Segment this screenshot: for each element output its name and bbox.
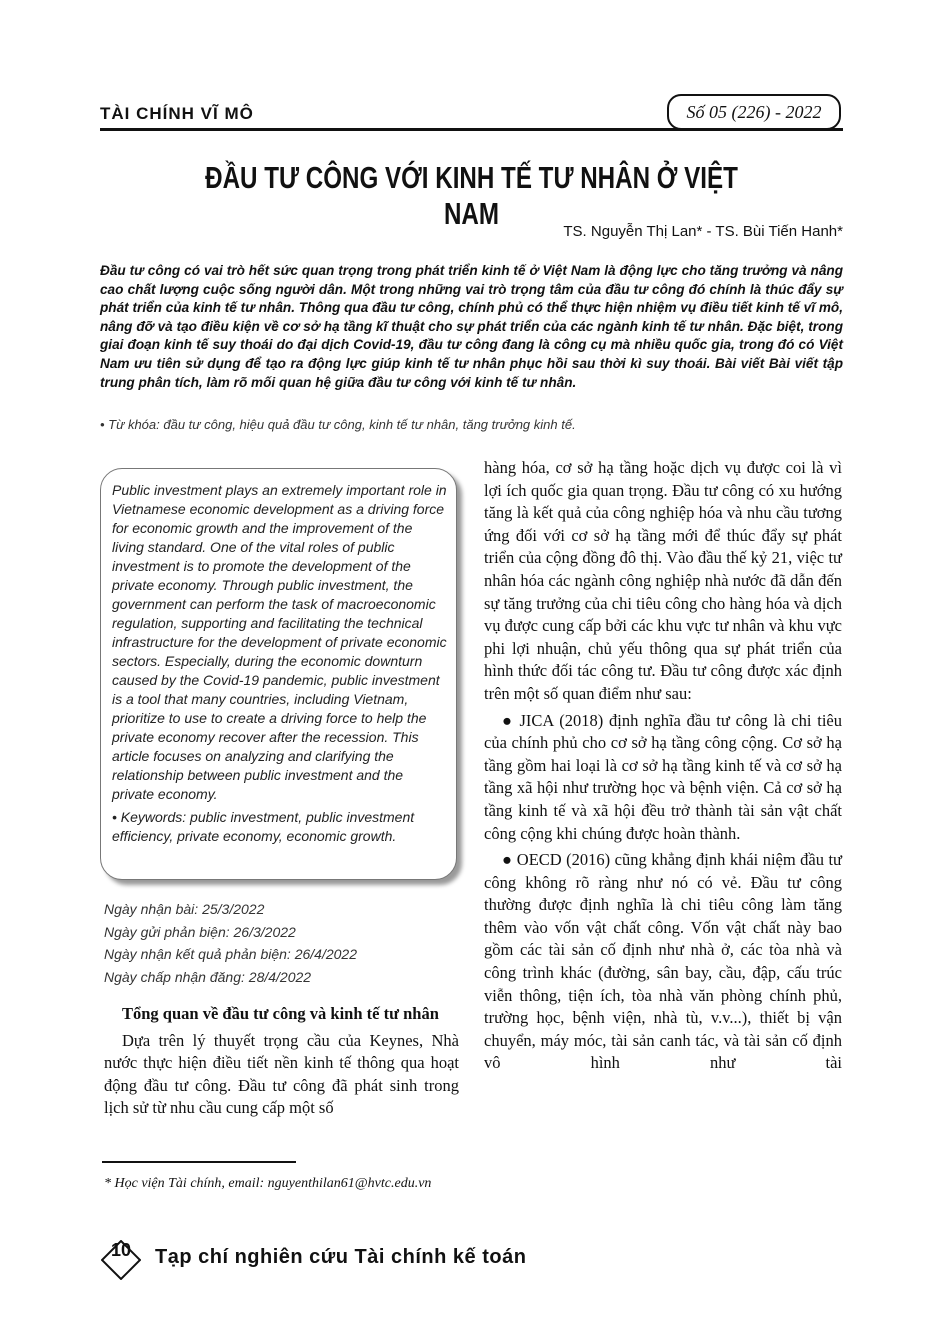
abstract-vi: Đầu tư công có vai trò hết sức quan trọng trong phát triển kinh tế ở Việt Nam là động lực cho tăng trưởng và nâng cao chất lượng cuộc sống người dân. Một trong những vai trò trọng tâm của đầu tư công đó chính là thúc đẩy sự phát triển của kinh tế tư nhân. Thông qua đầu tư công, chính phủ có thể thực hiện nhiệm vụ điều tiết kinh tế vĩ mô, nâng đỡ và tạo điều kiện về cơ sở hạ tầng kĩ thuật cho sự phát triển của các ngành kinh tế tư nhân. Đặc biệt, trong giai đoạn kinh tế suy thoái do đại dịch Covid-19, đầu tư công đang là công cụ mà nhiều quốc gia, trong đó có Việt Nam ưu tiên sử dụng để tạo ra động lực giúp kinh tế tư nhân phục hồi sau thời kì suy thoái. Bài viết Bài viết tập trung phân tích, làm rõ mối quan hệ giữa đầu tư công với kinh tế tư nhân.	[100, 263, 843, 390]
journal-name: Tạp chí nghiên cứu Tài chính kế toán	[155, 1246, 527, 1268]
left-column	[104, 1003, 459, 1124]
keywords-vi: • Từ khóa: đầu tư công, hiệu quả đầu tư công, kinh tế tư nhân, tăng trưởng kinh tế.	[100, 417, 576, 432]
body-paragraph-jica: ● JICA (2018) định nghĩa đầu tư công là chi tiêu của chính phủ cho cơ sở hạ tầng công cộng. Cơ sở hạ tầng gồm hai loại là cơ sở hạ tầng kinh tế và cơ sở hạ tầng xã hội như trường học và bệnh viện. Cả cơ sở hạ tầng kinh tế và xã hội đều trở thành tài sản vật chất công cộng khi chúng được hoàn thành.	[484, 710, 842, 843]
body-paragraph: hàng hóa, cơ sở hạ tầng hoặc dịch vụ được coi là vì lợi ích quốc gia quan trọng. Đầu tư công có xu hướng tăng là kết quả của công nghiệp hóa và nhu cầu tương ứng đối với cơ sở hạ tầng mới để thúc đẩy sự phát triển của cộng đồng đô thị. Vào đầu thế kỷ 21, việc tư nhân hóa các ngành công nghiệp nhà nước đã dẫn đến sự tăng trưởng của chi tiêu công cho hàng hóa và dịch vụ được cung cấp bởi các khu vực tư nhân và khu vực phi lợi nhuận, chủ yếu thông qua sự phát triển của hình thức đối tác công tư. Đầu tư công được xác định trên một số quan điểm như sau:	[484, 458, 842, 703]
submission-dates	[104, 898, 357, 988]
date-review-result: Ngày nhận kết quả phản biện: 26/4/2022	[104, 946, 357, 962]
page-number: 10	[110, 1240, 132, 1260]
date-review-sent: Ngày gửi phản biện: 26/3/2022	[104, 923, 296, 940]
body-paragraph-oecd: ● OECD (2016) cũng khẳng định khái niệm đầu tư công không rõ ràng như nó có vẻ. Đầu tư công thường được định nghĩa là chi tiêu công làm tăng thêm vào vốn vật chất công. Vốn vật chất này bao gồm các tài sản cố định như nhà ở, các tòa nhà và công trình khác (đường, sân bay, cầu, đập, cấu trúc viễn thông, tiện ích, tòa nhà văn phòng chính phủ, trường học, bệnh viện, nhà tù, v.v...), thiết bị vận chuyển, máy móc, tài sản canh tác, và tài sản cố định vô hình như tài	[484, 850, 842, 1073]
header-divider	[100, 128, 843, 131]
footnote-divider	[102, 1161, 296, 1163]
section-label: TÀI CHÍNH VĨ MÔ	[100, 104, 254, 123]
abstract-en: Public investment plays an extremely important role in Vietnamese economic development as a driving force for economic growth and the improvement of the living standard. One of the vital roles of public investment is to promote the development of the private economy. Through public investment, the government can perform the task of macroeconomic regulation, supporting and facilitating the technical infrastructure for the development of private economic sectors. Especially, during the economic downturn caused by the Covid-19 pandemic, public investment is a tool that many countries, including Vietnam, prioritize to use to create a driving force to help the private economy recover after the recession. This article focuses on analyzing and clarifying the relationship between public investment and the private economy.	[112, 482, 447, 802]
right-column	[484, 457, 842, 1079]
article-title: ĐẦU TƯ CÔNG VỚI KINH TẾ TƯ NHÂN Ở VIỆT NAM	[205, 160, 738, 231]
footnote: * Học viện Tài chính, email: nguyenthilan61@hvtc.edu.vn	[104, 1176, 432, 1191]
keywords-en: • Keywords: public investment, public investment efficiency, private economy, economic growth.	[112, 809, 415, 844]
issue-badge: Số 05 (226) - 2022	[667, 94, 841, 130]
article-authors: TS. Nguyễn Thị Lan* - TS. Bùi Tiến Hanh*	[563, 223, 843, 240]
date-accepted: Ngày chấp nhận đăng: 28/4/2022	[104, 968, 312, 985]
section-heading: Tổng quan về đầu tư công và kinh tế tư nhân	[122, 1004, 439, 1023]
english-abstract-box	[100, 468, 457, 880]
date-received: Ngày nhận bài: 25/3/2022	[104, 901, 265, 917]
body-paragraph: Dựa trên lý thuyết trọng cầu của Keynes, Nhà nước thực hiện điều tiết nền kinh tế thông qua hoạt động đầu tư công. Đầu tư công đã phát sinh trong lịch sử từ nhu cầu cung cấp một số	[104, 1030, 459, 1118]
